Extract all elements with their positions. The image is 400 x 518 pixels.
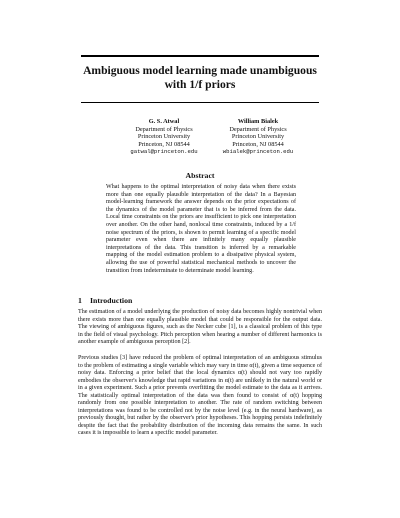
author-2 <box>203 118 313 156</box>
title-rule-bottom <box>81 102 319 103</box>
section-heading <box>78 296 132 305</box>
author-city: Princeton, NJ 08544 <box>232 140 284 148</box>
author-name: G. S. Atwal <box>148 118 180 125</box>
author-email: gatwal@princeton.edu <box>130 148 198 155</box>
author-city: Princeton, NJ 08544 <box>138 140 190 148</box>
abstract-heading: Abstract <box>185 171 215 180</box>
abstract-text: What happens to the optimal interpretation of noisy data when there exists more than one equally plausible interpretation of the data? In a Bayesian model-learning framework the answer depends on the prior expectations of the dynamics of the model parameter that is to be inferred from the data. Local time constraints on the priors are insufficient to pick one interpretation over another. On the other hand, nonlocal time constraints, induced by a 1/f noise spectrum of the priors, is shown to permit learning of a specific model parameter even when there are infinitely many equally plausible interpretations of the data. This transition is inferred by a remarkable mapping of the model estimation problem to a dissipative physical system, allowing the use of powerful statistical mechanical methods to uncover the transition from indeterminate to determinate model learning. <box>106 184 296 274</box>
intro-paragraph-2: Previous studies [3] have reduced the problem of optimal interpretation of an ambiguous stimulus to the problem of estimating a single variable which may vary in time α(t), given a time sequence of noisy data. Enforcing a prior belief that the local dynamics α(t) should not vary too rapidly embodies the observer's knowledge that rapid variations in α(t) are unlikely in the natural world or in a given experiment. Such a prior prevents overfitting the model estimate to the data as it arrives. The statistically optimal interpretation of the data was then found to consist of α(t) hopping randomly from one possible interpretation to another. The rate of random switching between interpretations was found to be controlled not by the noise level (e.g. in the neural hardware), as previously thought, but rather by the observer's prior hypotheses. This hopping persists indefinitely despite the fact that the probability distribution of the incoming data remains the same. In such cases it is impossible to learn a specific model parameter. <box>78 355 322 436</box>
author-department: Department of Physics <box>135 125 193 133</box>
title-rule-top <box>81 55 319 57</box>
author-university: Princeton University <box>231 133 285 140</box>
title-line-2: with 1/f priors <box>164 78 236 91</box>
author-department: Department of Physics <box>229 125 287 133</box>
author-email: wbialek@princeton.edu <box>222 148 294 155</box>
paper-title <box>60 64 340 92</box>
intro-paragraph-1: The estimation of a model underlying the production of noisy data becomes highly nontrivial when there exists more than one equally plausible model that could be responsible for the output data. The viewing of ambiguous figures, such as the Necker cube [1], is a classical problem of this type in the field of visual psychology. Pitch perception when hearing a number of different harmonics is another example of ambiguous perception [2]. <box>78 309 322 345</box>
title-line-1: Ambiguous model learning made unambiguous <box>83 64 317 77</box>
author-block <box>0 118 400 158</box>
author-name: William Bialek <box>237 118 279 125</box>
section-number: 1 <box>78 296 82 305</box>
author-university: Princeton University <box>137 133 191 140</box>
section-title: Introduction <box>90 296 133 305</box>
